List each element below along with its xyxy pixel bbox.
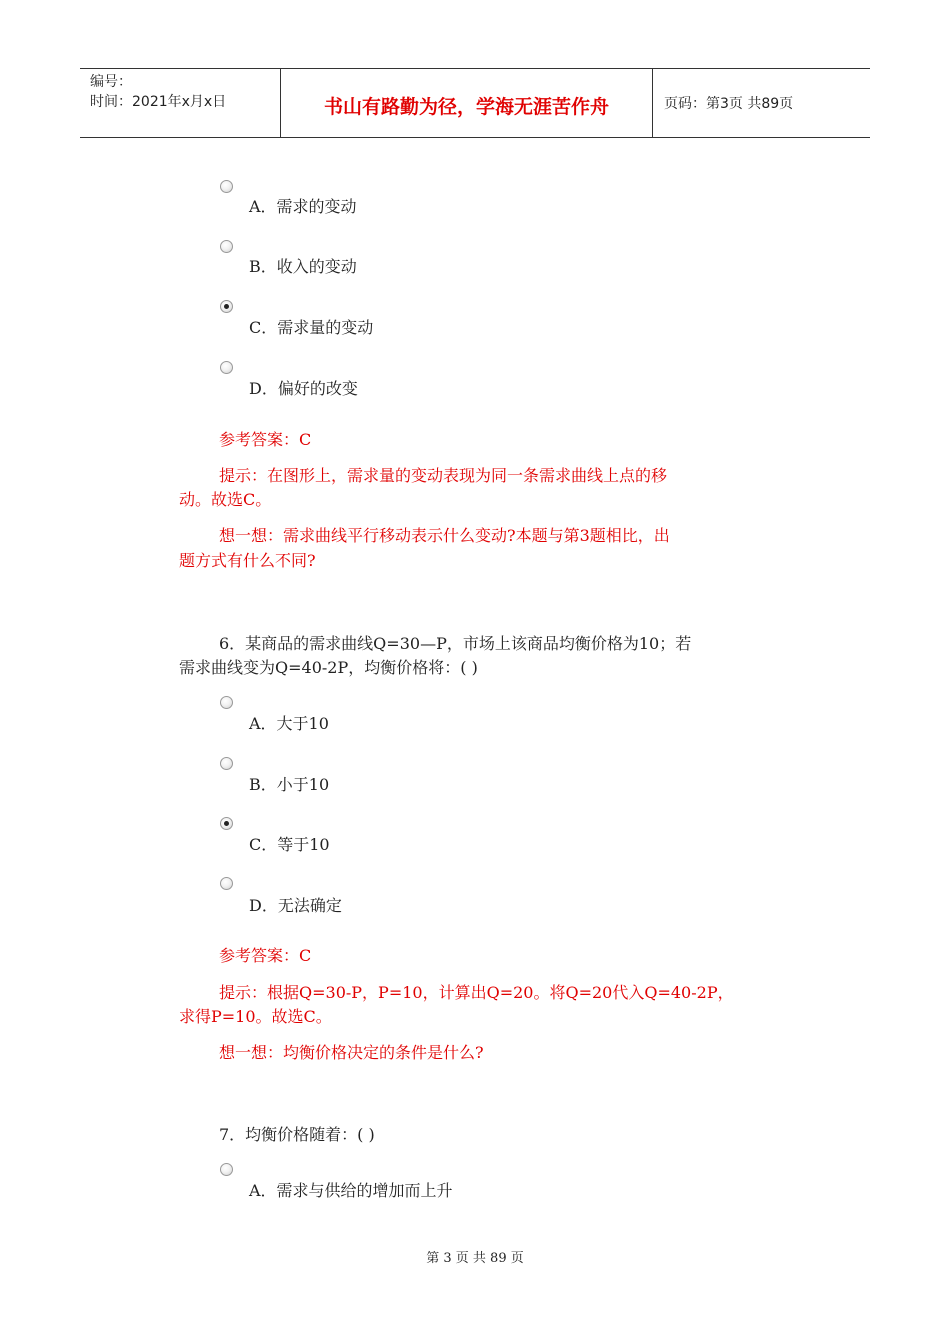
q6-think-line1: 想一想：均衡价格决定的条件是什么? xyxy=(219,1043,484,1062)
q5-option-b-radio[interactable] xyxy=(220,240,233,253)
q6-option-d-radio[interactable] xyxy=(220,877,233,890)
page-footer: 第 3 页 共 89 页 xyxy=(426,1251,524,1266)
q6-option-c-label: C．等于10 xyxy=(249,835,330,854)
q6-answer: 参考答案：C xyxy=(219,946,312,965)
q7-option-a-radio[interactable] xyxy=(220,1163,233,1176)
q7-question: 7．均衡价格随着：( ) xyxy=(219,1125,375,1144)
q6-hint-line1: 提示：根据Q=30-P，P=10，计算出Q=20。将Q=20代入Q=40-2P， xyxy=(219,983,734,1002)
header-motto: 书山有路勤为径，学海无涯苦作舟 xyxy=(281,69,653,137)
q5-hint-line2: 动。故选C。 xyxy=(179,490,272,509)
q6-option-a-radio[interactable] xyxy=(220,696,233,709)
q5-answer: 参考答案：C xyxy=(219,430,312,449)
time-label: 时间：2021年x月x日 xyxy=(90,94,227,110)
header-meta-cell xyxy=(80,69,281,137)
q5-option-c-radio[interactable] xyxy=(220,300,233,313)
q6-option-c-radio[interactable] xyxy=(220,817,233,830)
q5-option-a-label: A．需求的变动 xyxy=(249,197,357,216)
q5-think-line1: 想一想：需求曲线平行移动表示什么变动?本题与第3题相比，出 xyxy=(219,526,670,545)
q6-option-a-label: A．大于10 xyxy=(249,714,329,733)
page-header xyxy=(80,68,870,138)
number-label: 编号： xyxy=(90,74,132,90)
q6-option-d-label: D．无法确定 xyxy=(249,896,342,915)
q5-option-b-label: B．收入的变动 xyxy=(249,257,357,276)
q5-option-d-label: D．偏好的改变 xyxy=(249,379,358,398)
q6-question-line1: 6．某商品的需求曲线Q=30—P，市场上该商品均衡价格为10；若 xyxy=(219,634,692,653)
q5-option-a-radio[interactable] xyxy=(220,180,233,193)
header-page-code: 页码：第3页 共89页 xyxy=(664,96,794,112)
q5-option-d-radio[interactable] xyxy=(220,361,233,374)
q5-hint-line1: 提示：在图形上，需求量的变动表现为同一条需求曲线上点的移 xyxy=(219,466,668,485)
q6-option-b-label: B．小于10 xyxy=(249,775,330,794)
q5-think-line2: 题方式有什么不同? xyxy=(179,551,316,570)
q6-option-b-radio[interactable] xyxy=(220,757,233,770)
q7-option-a-label: A．需求与供给的增加而上升 xyxy=(249,1181,453,1200)
q6-question-line2: 需求曲线变为Q=40-2P，均衡价格将：( ) xyxy=(179,658,478,677)
q6-hint-line2: 求得P=10。故选C。 xyxy=(179,1007,332,1026)
q5-option-c-label: C．需求量的变动 xyxy=(249,318,374,337)
